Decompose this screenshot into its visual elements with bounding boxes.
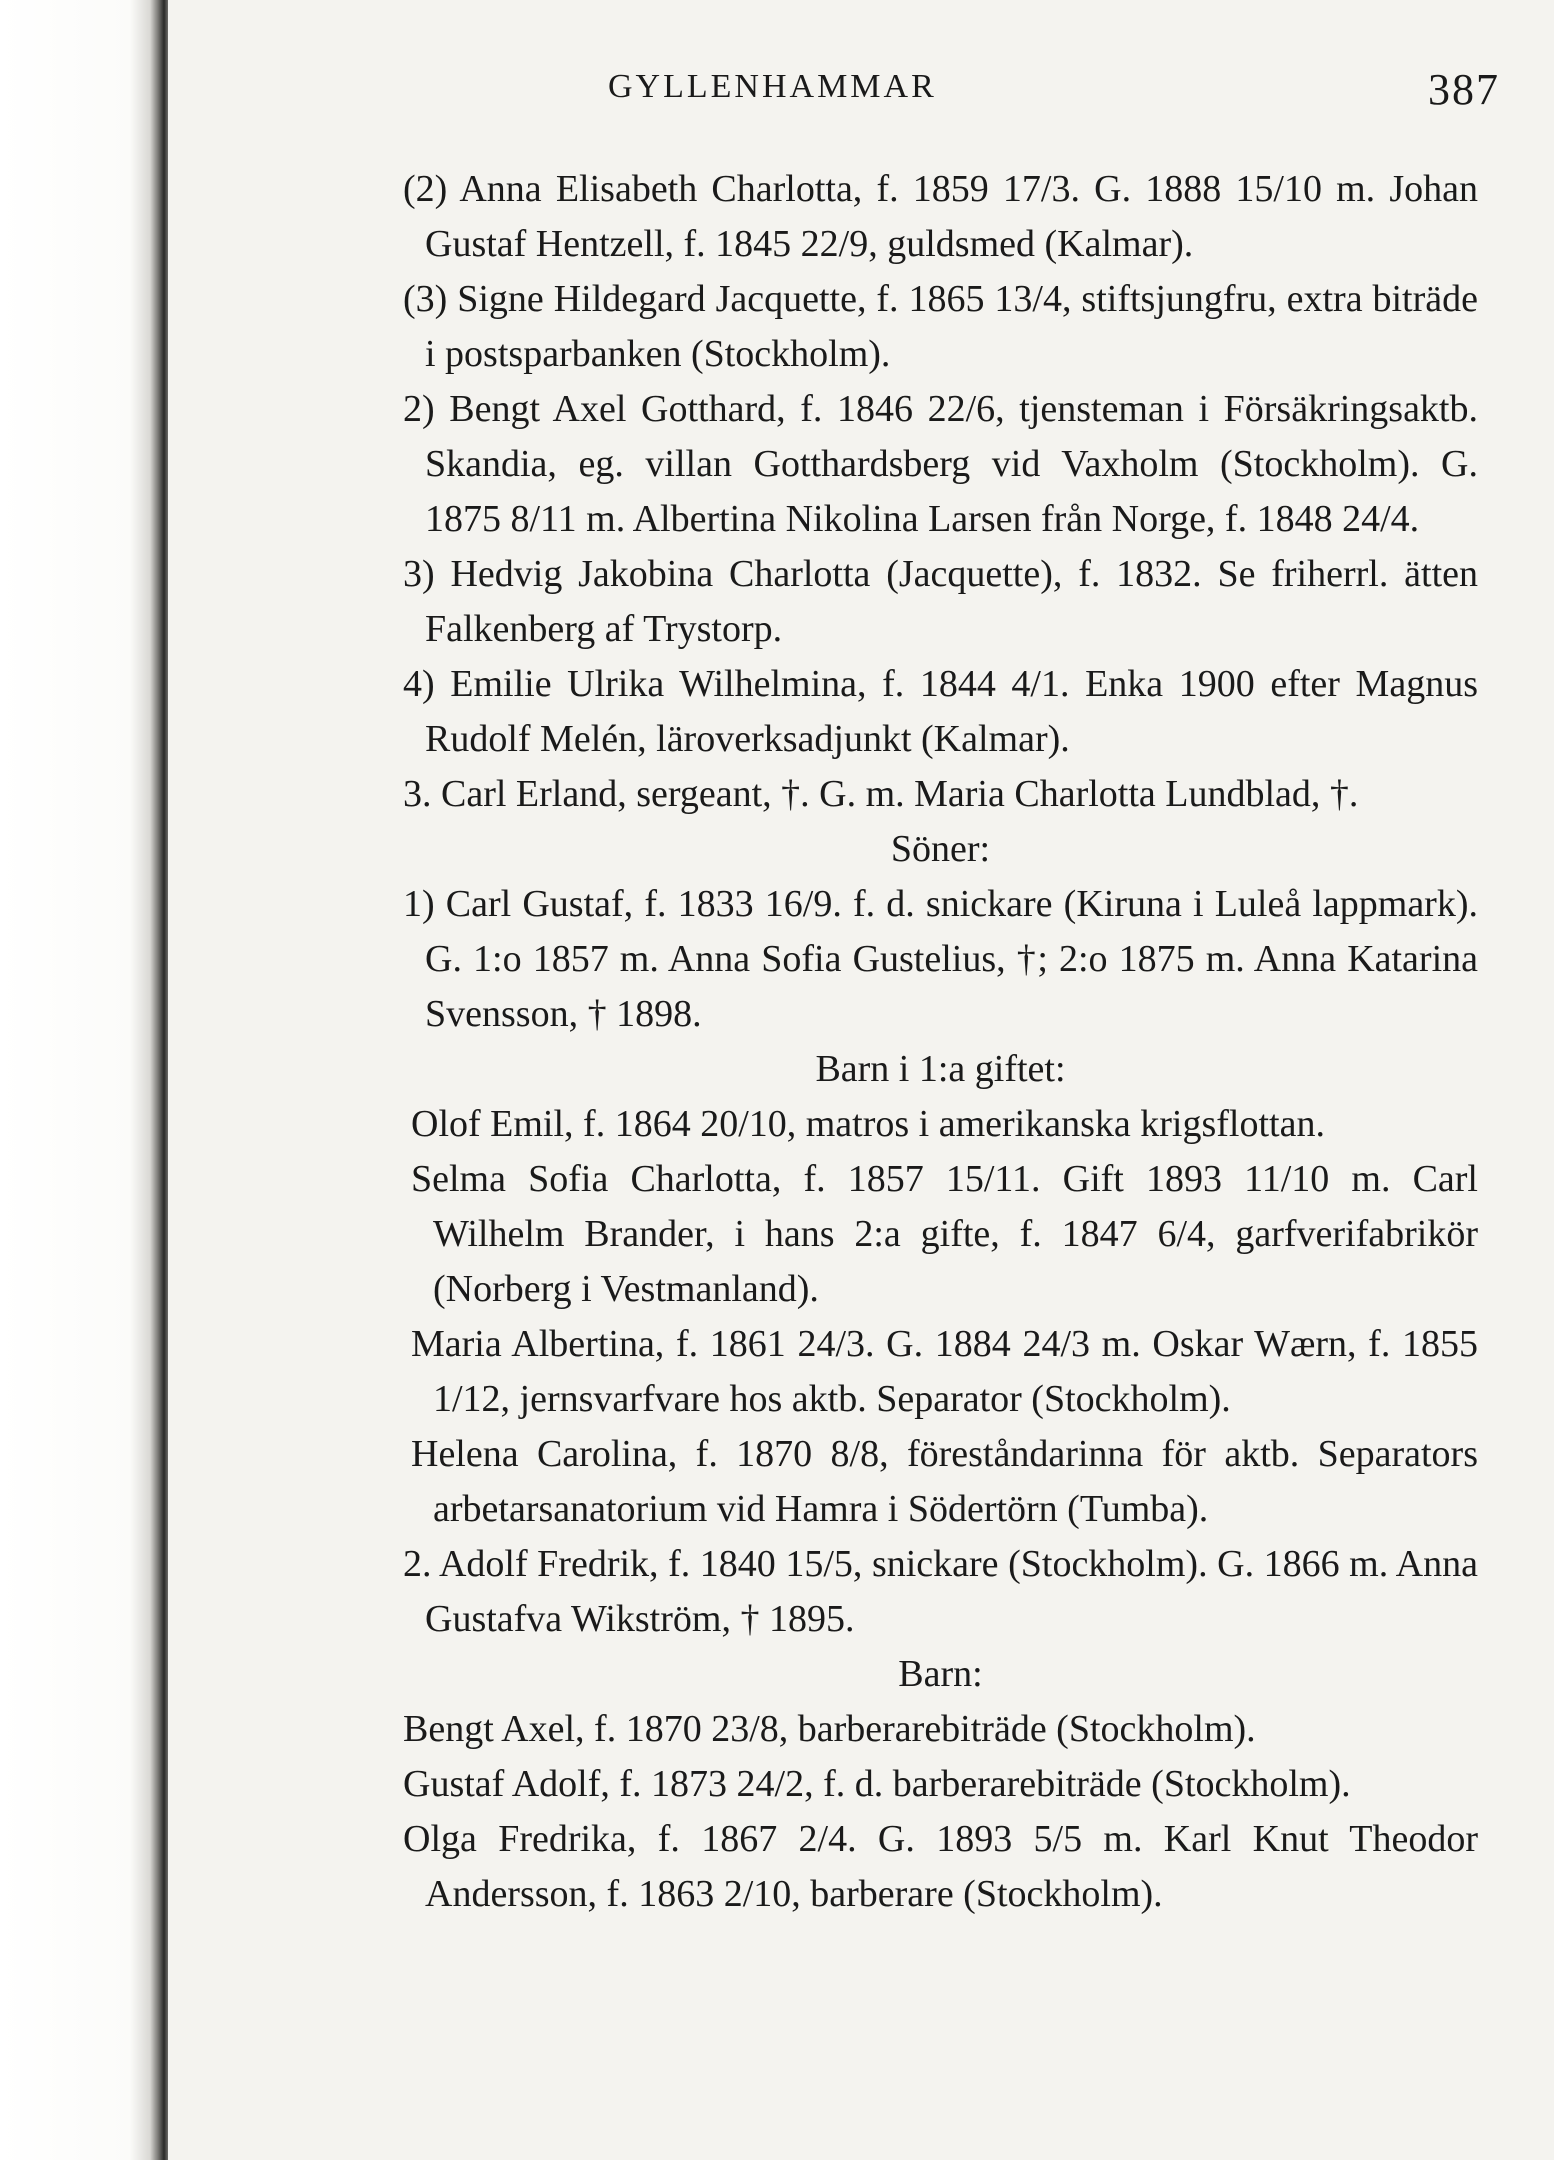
paragraph: Selma Sofia Charlotta, f. 1857 15/11. Gift 1893 11/10 m. Carl Wilhelm Brander, i hans 2:a gifte, f. 1847 6/4, garfverifabrikör (Norberg i Vestmanland). — [411, 1158, 1478, 1310]
paragraph: 2) Bengt Axel Gotthard, f. 1846 22/6, tjensteman i Försäkringsaktb. Skandia, eg. villan Gotthardsberg vid Vaxholm (Stockholm). G. 1875 8/11 m. Albertina Nikolina Larsen från Norge, f. 1848 24/4. — [403, 388, 1478, 540]
paragraph: 1) Carl Gustaf, f. 1833 16/9. f. d. snickare (Kiruna i Luleå lappmark). G. 1:o 1857 m. Anna Sofia Gustelius, †; 2:o 1875 m. Anna Katarina Svensson, † 1898. — [403, 883, 1478, 1035]
paragraph: Olof Emil, f. 1864 20/10, matros i amerikanska krigsflottan. — [411, 1103, 1325, 1145]
paragraph: 2. Adolf Fredrik, f. 1840 15/5, snickare (Stockholm). G. 1866 m. Anna Gustafva Wikström, † 1895. — [403, 1543, 1478, 1640]
running-head: GYLLENHAMMAR — [608, 68, 937, 105]
section-heading-barn-2: Barn: — [898, 1653, 983, 1695]
paragraph: Helena Carolina, f. 1870 8/8, föreståndarinna för aktb. Separators arbetarsanatorium vid Hamra i Södertörn (Tumba). — [411, 1433, 1478, 1530]
paragraph: 3) Hedvig Jakobina Charlotta (Jacquette), f. 1832. Se friherrl. ätten Falkenberg af Trystorp. — [403, 553, 1478, 650]
paragraph: Gustaf Adolf, f. 1873 24/2, f. d. barberarebiträde (Stockholm). — [403, 1763, 1351, 1805]
book-page — [168, 0, 1554, 2160]
paragraph: Olga Fredrika, f. 1867 2/4. G. 1893 5/5 m. Karl Knut Theodor Andersson, f. 1863 2/10, barberare (Stockholm). — [403, 1818, 1478, 1915]
paragraph: Bengt Axel, f. 1870 23/8, barberarebiträde (Stockholm). — [403, 1708, 1256, 1750]
section-heading-soner: Söner: — [890, 828, 991, 870]
paragraph: Maria Albertina, f. 1861 24/3. G. 1884 24/3 m. Oskar Wærn, f. 1855 1/12, jernsvarfvare hos aktb. Separator (Stockholm). — [411, 1323, 1478, 1420]
body-text — [403, 162, 1478, 1922]
paragraph: 3. Carl Erland, sergeant, †. G. m. Maria Charlotta Lundblad, †. — [403, 773, 1359, 815]
section-heading-barn-1: Barn i 1:a giftet: — [815, 1048, 1066, 1090]
paragraph: 4) Emilie Ulrika Wilhelmina, f. 1844 4/1. Enka 1900 efter Magnus Rudolf Melén, läroverksadjunkt (Kalmar). — [403, 663, 1478, 760]
page-number: 387 — [1428, 65, 1500, 114]
paragraph: (2) Anna Elisabeth Charlotta, f. 1859 17/3. G. 1888 15/10 m. Johan Gustaf Hentzell, f. 1845 22/9, guldsmed (Kalmar). — [403, 168, 1478, 265]
paragraph: (3) Signe Hildegard Jacquette, f. 1865 13/4, stiftsjungfru, extra biträde i postsparbanken (Stockholm). — [403, 278, 1478, 375]
book-binding-shadow — [0, 0, 168, 2160]
